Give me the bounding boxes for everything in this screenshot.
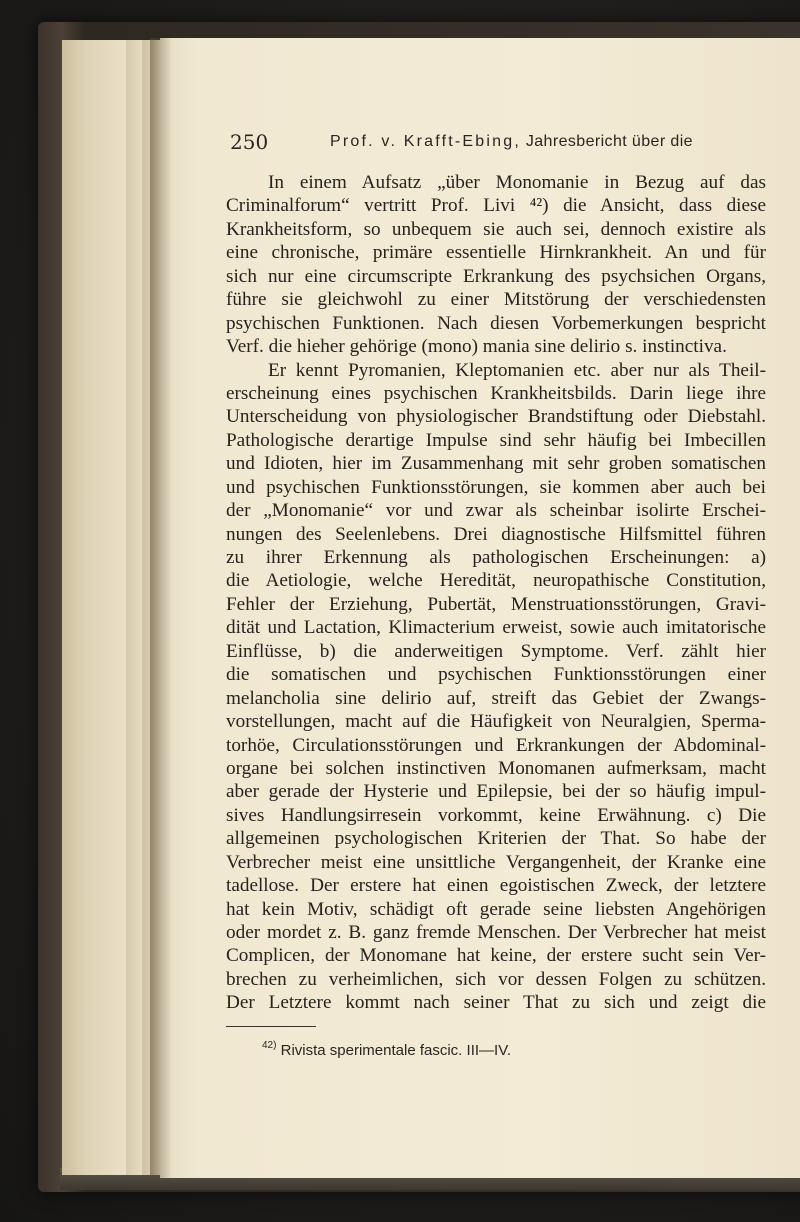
text-line: sich nur eine circumscripte Erkrankung des psychsichen Organs, xyxy=(226,265,766,287)
text-line: aber gerade der Hysterie und Epilepsie, bei der so häufig impul- xyxy=(226,781,766,803)
text-line: zu ihrer Erkennung als pathologischen Erscheinungen: a) xyxy=(226,547,766,568)
text-line: hat kein Motiv, schädigt oft gerade seine liebsten Angehörigen xyxy=(226,898,766,920)
body-text xyxy=(226,171,766,1015)
text-line: organe bei solchen instinctiven Monomanen aufmerksam, macht xyxy=(226,757,766,779)
text-line: Er kennt Pyromanien, Kleptomanien etc. aber nur als Theil- xyxy=(268,359,766,381)
text-line: führe sie gleichwohl zu einer Mitstörung der verschiedensten xyxy=(226,289,766,311)
text-line: eine chronische, primäre essentielle Hirnkrankheit. An und für xyxy=(226,242,766,264)
text-line: erscheinung eines psychischen Krankheitsbilds. Darin liege ihre xyxy=(226,382,766,404)
text-line: brechen zu verheimlichen, sich vor dessen Folgen zu schützen. xyxy=(226,968,766,990)
text-line: die Aetiologie, welche Heredität, neuropathische Constitution, xyxy=(226,570,766,592)
page-number: 250 xyxy=(230,130,269,154)
text-line: sives Handlungsirresein vorkommt, keine Erwähnung. c) Die xyxy=(226,804,766,826)
running-title: Jahresbericht über die xyxy=(525,133,693,150)
text-line: Der Letztere kommt nach seiner That zu sich und zeigt die xyxy=(226,992,766,1014)
footnote-marker: 42) xyxy=(262,1040,277,1051)
text-line: tadellose. Der erstere hat einen egoistischen Zweck, der letztere xyxy=(226,875,766,897)
text-line: allgemeinen psychologischen Kriterien der That. So habe der xyxy=(226,828,766,850)
text-line: Fehler der Erziehung, Pubertät, Menstruationsstörungen, Gravi- xyxy=(226,593,766,615)
text-line: Criminalforum“ vertritt Prof. Livi ⁴²) die Ansicht, dass diese xyxy=(226,195,766,217)
text-line: Pathologische derartige Impulse sind sehr häufig bei Imbecillen xyxy=(226,429,766,451)
text-line: oder mordet z. B. ganz fremde Menschen. Der Verbrecher hat meist xyxy=(226,922,766,943)
text-line: und Idioten, hier im Zusammenhang mit sehr groben somatischen xyxy=(226,453,766,475)
text-line: Unterscheidung von physiologischer Brandstiftung oder Diebstahl. xyxy=(226,406,766,428)
text-line: vorstellungen, macht auf die Häufigkeit von Neuralgien, Sperma- xyxy=(226,711,766,733)
footnote xyxy=(262,1040,511,1059)
text-line: die somatischen und psychischen Funktionsstörungen einer xyxy=(226,664,766,686)
author-name: Prof. v. Krafft-Ebing, xyxy=(330,133,521,150)
footnote-separator xyxy=(226,1026,316,1027)
gutter-shadow xyxy=(150,38,172,1178)
text-line: Verbrecher meist eine unsittliche Vergangenheit, der Kranke eine xyxy=(226,851,766,873)
text-line: Einflüsse, b) die anderweitigen Symptome. Verf. zählt hier xyxy=(226,640,766,662)
text-line: nungen des Seelenlebens. Drei diagnostische Hilfsmittel führen xyxy=(226,523,766,545)
text-line: In einem Aufsatz „über Monomanie in Bezug auf das xyxy=(268,172,766,193)
text-line: Verf. die hieher gehörige (mono) mania sine delirio s. instinctiva. xyxy=(226,336,727,358)
text-line: psychischen Funktionen. Nach diesen Vorbemerkungen bespricht xyxy=(226,312,766,334)
text-line: dität und Lactation, Klimacterium erweist, sowie auch imitatorische xyxy=(226,617,766,639)
running-head xyxy=(330,133,693,151)
text-line: und psychischen Funktionsstörungen, sie kommen aber auch bei xyxy=(226,476,766,498)
footnote-text: Rivista sperimentale fascic. III—IV. xyxy=(280,1042,511,1059)
text-line: Krankheitsform, so unbequem sie auch sei, dennoch existire als xyxy=(226,218,766,240)
text-line: torhöe, Circulationsstörungen und Erkrankungen der Abdominal- xyxy=(226,734,766,756)
text-line: der „Monomanie“ vor und zwar als scheinbar isolirte Erschei- xyxy=(226,500,766,522)
text-line: Complicen, der Monomane hat keine, der erstere sucht sein Ver- xyxy=(226,945,766,967)
text-line: melancholia sine delirio auf, streift das Gebiet der Zwangs- xyxy=(226,687,766,709)
page-edge xyxy=(88,40,131,1175)
